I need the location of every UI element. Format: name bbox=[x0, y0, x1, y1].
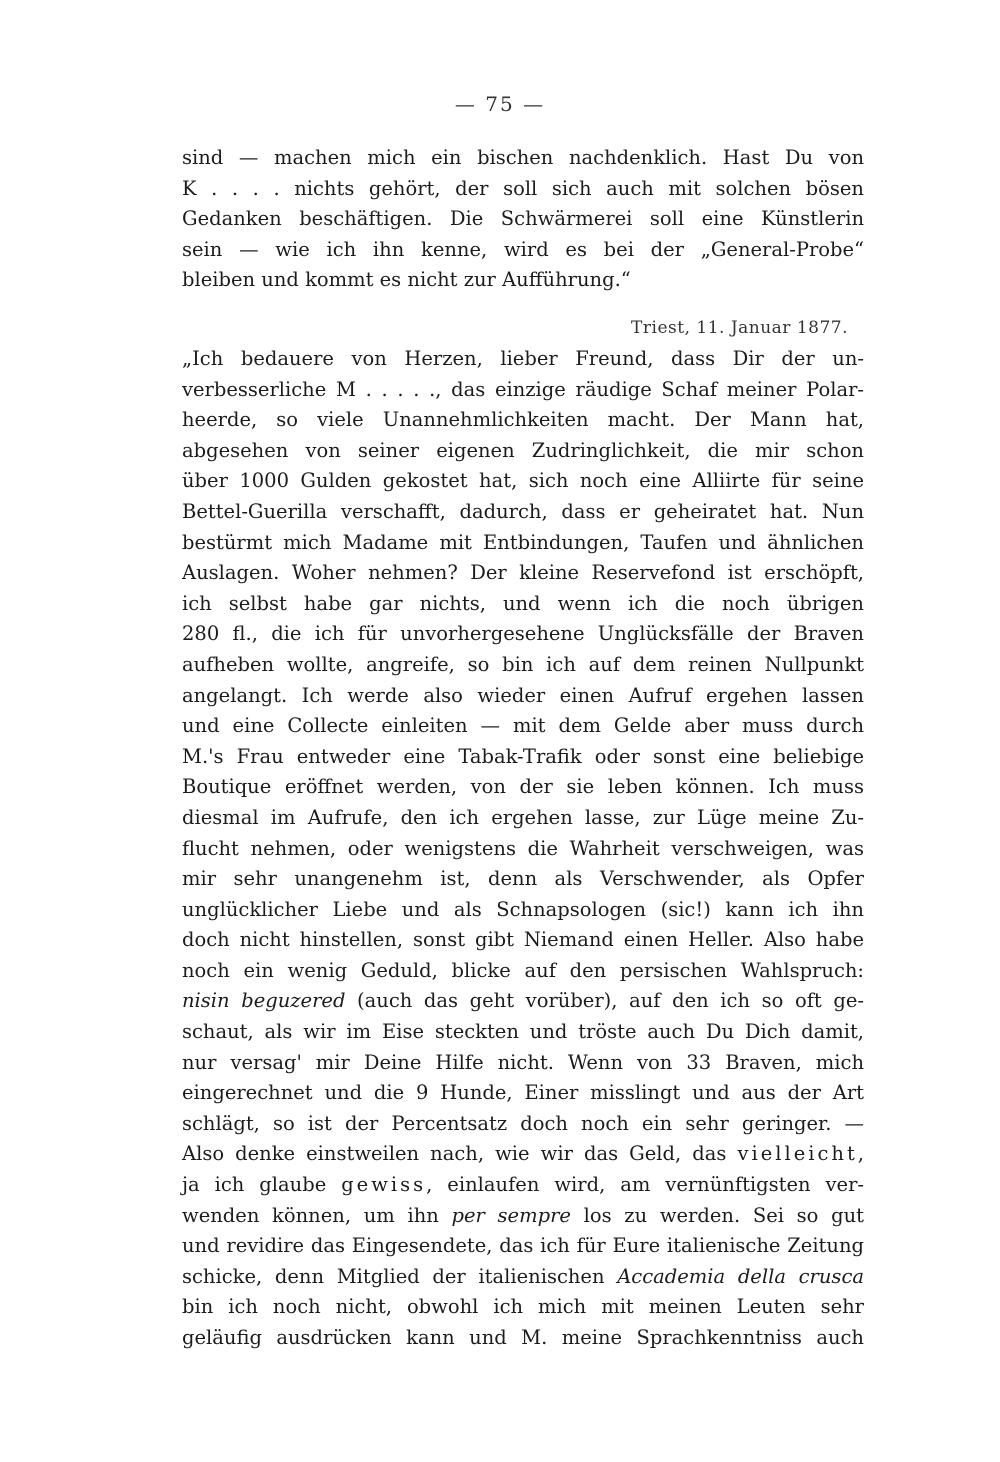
text-line: aufheben wollte, angreife, so bin ich auf dem reinen Nullpunkt bbox=[182, 652, 864, 676]
text-line: unglücklicher Liebe und als Schnapsologen (sic!) kann ich ihn bbox=[182, 897, 864, 921]
text-line: mir sehr unangenehm ist, denn als Verschwender, als Opfer bbox=[182, 867, 864, 891]
text-line: Boutique eröffnet werden, von der sie leben können. Ich muss bbox=[182, 775, 864, 799]
text-line: wenden können, um ihn per sempre los zu werden. Sei so gut bbox=[182, 1203, 864, 1227]
text-line: ja ich glaube gewiss, einlaufen wird, am vernünftigsten ver- bbox=[182, 1173, 864, 1197]
text-line: schlägt, so ist der Percentsatz doch noch ein sehr geringer. — bbox=[182, 1111, 864, 1135]
letter-body bbox=[182, 344, 864, 1354]
text-line: sein — wie ich ihn kenne, wird es bei der „General-Probe“ bbox=[182, 237, 864, 261]
text-line: eingerechnet und die 9 Hunde, Einer misslingt und aus der Art bbox=[182, 1081, 864, 1105]
text-line: doch nicht hinstellen, sonst gibt Niemand einen Heller. Also habe bbox=[182, 928, 864, 952]
text-line: 280 fl., die ich für unvorhergesehene Unglücksfälle der Braven bbox=[182, 622, 864, 646]
page-number: — 75 — bbox=[454, 92, 546, 116]
text-line: ich selbst habe gar nichts, und wenn ich die noch übrigen bbox=[182, 591, 864, 615]
text-line: über 1000 Gulden gekostet hat, sich noch eine Alliirte für seine bbox=[182, 469, 864, 493]
text-line: bleiben und kommt es nicht zur Aufführung.“ bbox=[182, 268, 631, 292]
text-line: Bettel-Guerilla verschafft, dadurch, dass er geheiratet hat. Nun bbox=[182, 499, 864, 523]
text-line: M.'s Frau entweder eine Tabak-Trafik oder sonst eine beliebige bbox=[182, 744, 864, 768]
text-line: angelangt. Ich werde also wieder einen Aufruf ergehen lassen bbox=[182, 683, 864, 707]
text-line: Gedanken beschäftigen. Die Schwärmerei soll eine Künstlerin bbox=[182, 207, 864, 231]
text-line: bin ich noch nicht, obwohl ich mich mit meinen Leuten sehr bbox=[182, 1295, 864, 1319]
italic-phrase: per sempre bbox=[451, 1203, 571, 1227]
text-line: noch ein wenig Geduld, blicke auf den persischen Wahlspruch: bbox=[182, 958, 864, 982]
text-line: abgesehen von seiner eigenen Zudringlichkeit, die mir schon bbox=[182, 438, 864, 462]
text-line: geläufig ausdrücken kann und M. meine Sprachkenntniss auch bbox=[182, 1326, 864, 1349]
text-line: flucht nehmen, oder wenigstens die Wahrheit verschweigen, was bbox=[182, 836, 864, 860]
spaced-emphasis: gewiss bbox=[341, 1173, 427, 1197]
text-line: schaut, als wir im Eise steckten und tröste auch Du Dich damit, bbox=[182, 1020, 864, 1044]
spaced-emphasis: vielleicht bbox=[737, 1142, 858, 1166]
italic-phrase: nisin beguzered bbox=[182, 989, 346, 1013]
text-line: und eine Collecte einleiten — mit dem Gelde aber muss durch bbox=[182, 714, 864, 738]
text-line: nur versag' mir Deine Hilfe nicht. Wenn von 33 Braven, mich bbox=[182, 1050, 864, 1074]
text-line: K . . . . nichts gehört, der soll sich auch mit solchen bösen bbox=[182, 176, 864, 200]
text-line: bestürmt mich Madame mit Entbindungen, Taufen und ähnlichen bbox=[182, 530, 864, 554]
dateline: Triest, 11. Januar 1877. bbox=[631, 318, 848, 338]
text-line: Auslagen. Woher nehmen? Der kleine Reservefond ist erschöpft, bbox=[182, 561, 864, 585]
italic-phrase: Accademia della crusca bbox=[617, 1264, 864, 1288]
text-line: und revidire das Eingesendete, das ich für Eure italienische Zeitung bbox=[182, 1234, 864, 1258]
letter-continuation bbox=[182, 143, 864, 296]
text-line: „Ich bedauere von Herzen, lieber Freund, dass Dir der un- bbox=[182, 347, 864, 370]
text-line: diesmal im Aufrufe, den ich ergehen lasse, zur Lüge meine Zu- bbox=[182, 805, 864, 829]
text-line: Also denke einstweilen nach, wie wir das Geld, das vielleicht, bbox=[182, 1142, 864, 1166]
text-line: verbesserliche M . . . . ., das einzige räudige Schaf meiner Polar- bbox=[182, 377, 864, 401]
text-line: nisin beguzered (auch das geht vorüber), auf den ich so oft ge- bbox=[182, 989, 864, 1013]
text-line: sind — machen mich ein bischen nachdenklich. Hast Du von bbox=[182, 146, 864, 169]
text-line: heerde, so viele Unannehmlichkeiten macht. Der Mann hat, bbox=[182, 408, 864, 432]
text-line: schicke, denn Mitglied der italienischen Accademia della crusca bbox=[182, 1264, 864, 1288]
